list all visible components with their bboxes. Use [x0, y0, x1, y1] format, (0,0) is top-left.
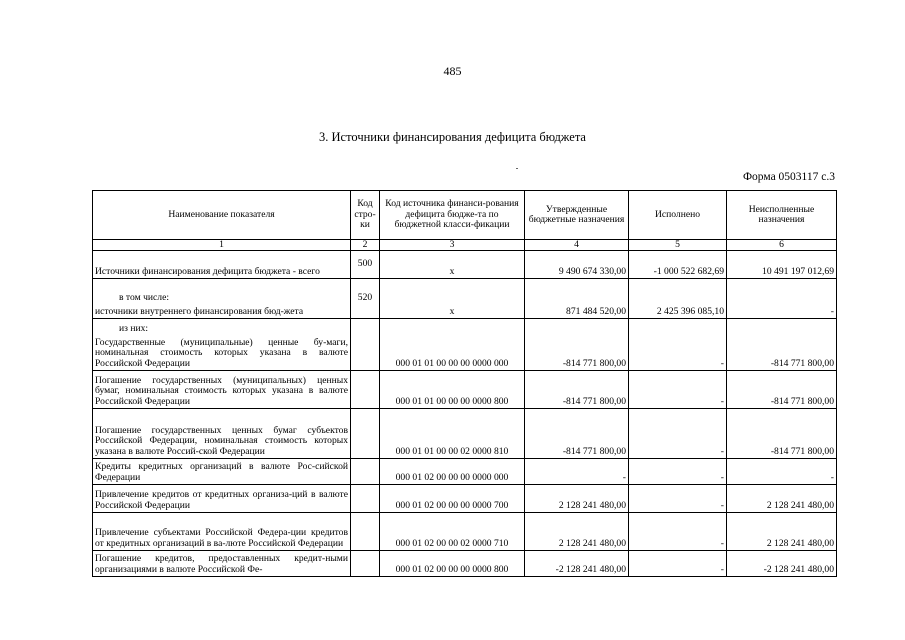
table-row: [93, 459, 837, 485]
row-executed: -: [629, 409, 727, 459]
row-approved: 2 128 241 480,00: [525, 485, 629, 513]
row-line-code: [351, 371, 380, 409]
row-name: источники внутреннего финансирования бюд-жета: [95, 305, 304, 317]
row-name: Кредиты кредитных организаций в валюте Рос-сийской Федерации: [93, 459, 351, 485]
row-remaining: -814 771 800,00: [727, 371, 837, 409]
row-approved: -: [525, 459, 629, 485]
col-header-approved: Утвержденные бюджетные назначения: [525, 191, 629, 240]
section-title: 3. Источники финансирования дефицита бюджета: [319, 130, 586, 144]
row-line-code: [351, 319, 380, 371]
row-executed: -: [629, 459, 727, 485]
header-row: [93, 191, 837, 240]
col-header-source-code: Код источника финанси-рования дефицита бюдже-та по бюджетной класси-фикации: [380, 191, 525, 240]
row-executed: -: [629, 371, 727, 409]
col-header-remaining: Неисполненные назначения: [727, 191, 837, 240]
row-prefix: из них:: [119, 323, 149, 334]
row-remaining: -: [727, 279, 837, 319]
row-line-code: [351, 551, 380, 577]
row-source-code: 000 01 01 00 00 02 0000 810: [380, 409, 525, 459]
row-prefix: в том числе:: [119, 292, 170, 303]
row-source-code: 000 01 02 00 00 00 0000 000: [380, 459, 525, 485]
row-name-cell: [93, 279, 351, 319]
row-approved: 871 484 520,00: [525, 279, 629, 319]
col-header-name: Наименование показателя: [93, 191, 351, 240]
row-approved: -2 128 241 480,00: [525, 551, 629, 577]
table-row: [93, 251, 837, 279]
row-remaining: 10 491 197 012,69: [727, 251, 837, 279]
col-header-executed: Исполнено: [629, 191, 727, 240]
row-name: Погашение кредитов, предоставленных кредит-ными организациями в валюте Российской Фе-: [93, 551, 351, 577]
row-executed: -: [629, 513, 727, 551]
row-source-code: 000 01 02 00 00 00 0000 700: [380, 485, 525, 513]
page-number: 485: [443, 64, 462, 78]
row-name: Привлечение кредитов от кредитных организа-ций в валюте Российской Федерации: [93, 485, 351, 513]
row-approved: -814 771 800,00: [525, 371, 629, 409]
row-source-code: x: [380, 279, 525, 319]
col-number: 1: [93, 240, 351, 251]
row-remaining: -: [727, 459, 837, 485]
col-number: 4: [525, 240, 629, 251]
row-line-code: [351, 459, 380, 485]
row-remaining: -814 771 800,00: [727, 409, 837, 459]
scan-speck: [516, 168, 518, 169]
row-source-code: 000 01 01 00 00 00 0000 800: [380, 371, 525, 409]
table-row: [93, 319, 837, 371]
row-executed: -1 000 522 682,69: [629, 251, 727, 279]
table-row: [93, 513, 837, 551]
row-remaining: -814 771 800,00: [727, 319, 837, 371]
row-executed: -: [629, 319, 727, 371]
row-line-code: [351, 485, 380, 513]
col-number: 2: [351, 240, 380, 251]
row-executed: 2 425 396 085,10: [629, 279, 727, 319]
table-row: [93, 371, 837, 409]
row-name: Источники финансирования дефицита бюджета - всего: [93, 251, 351, 279]
table-row: [93, 409, 837, 459]
row-line-code: [351, 513, 380, 551]
row-remaining: 2 128 241 480,00: [727, 513, 837, 551]
row-remaining: 2 128 241 480,00: [727, 485, 837, 513]
row-remaining: -2 128 241 480,00: [727, 551, 837, 577]
col-number: 3: [380, 240, 525, 251]
row-name-cell: [93, 319, 351, 371]
col-number: 5: [629, 240, 727, 251]
row-executed: -: [629, 485, 727, 513]
row-approved: 9 490 674 330,00: [525, 251, 629, 279]
row-approved: -814 771 800,00: [525, 409, 629, 459]
row-source-code: 000 01 02 00 00 00 0000 800: [380, 551, 525, 577]
row-approved: 2 128 241 480,00: [525, 513, 629, 551]
row-executed: -: [629, 551, 727, 577]
row-source-code: 000 01 01 00 00 00 0000 000: [380, 319, 525, 371]
col-header-line-code: Код стро-ки: [351, 191, 380, 240]
row-approved: -814 771 800,00: [525, 319, 629, 371]
table-row: [93, 551, 837, 577]
row-name: Погашение государственных ценных бумаг субъектов Российской Федерации, номинальная стоимость которых указана в валюте Россий-ской Федерации: [93, 409, 351, 459]
row-line-code: 500: [351, 251, 380, 279]
row-line-code: 520: [351, 279, 380, 319]
form-code: Форма 0503117 с.3: [742, 171, 835, 183]
row-name: Привлечение субъектами Российской Федера-ции кредитов от кредитных организаций в ва-люте Российской Федерации: [93, 513, 351, 551]
col-number: 6: [727, 240, 837, 251]
row-name: Государственные (муниципальные) ценные бу-маги, номинальная стоимость которых указана в валюте Российской Федерации: [95, 336, 348, 369]
table-row: [93, 279, 837, 319]
row-source-code: x: [380, 251, 525, 279]
row-name: Погашение государственных (муниципальных) ценных бумаг, номинальная стоимость которых указана в валюте Российской Федерации: [93, 371, 351, 409]
row-line-code: [351, 409, 380, 459]
sources-table: [92, 190, 837, 577]
column-number-row: [93, 240, 837, 251]
row-source-code: 000 01 02 00 00 02 0000 710: [380, 513, 525, 551]
table-row: [93, 485, 837, 513]
